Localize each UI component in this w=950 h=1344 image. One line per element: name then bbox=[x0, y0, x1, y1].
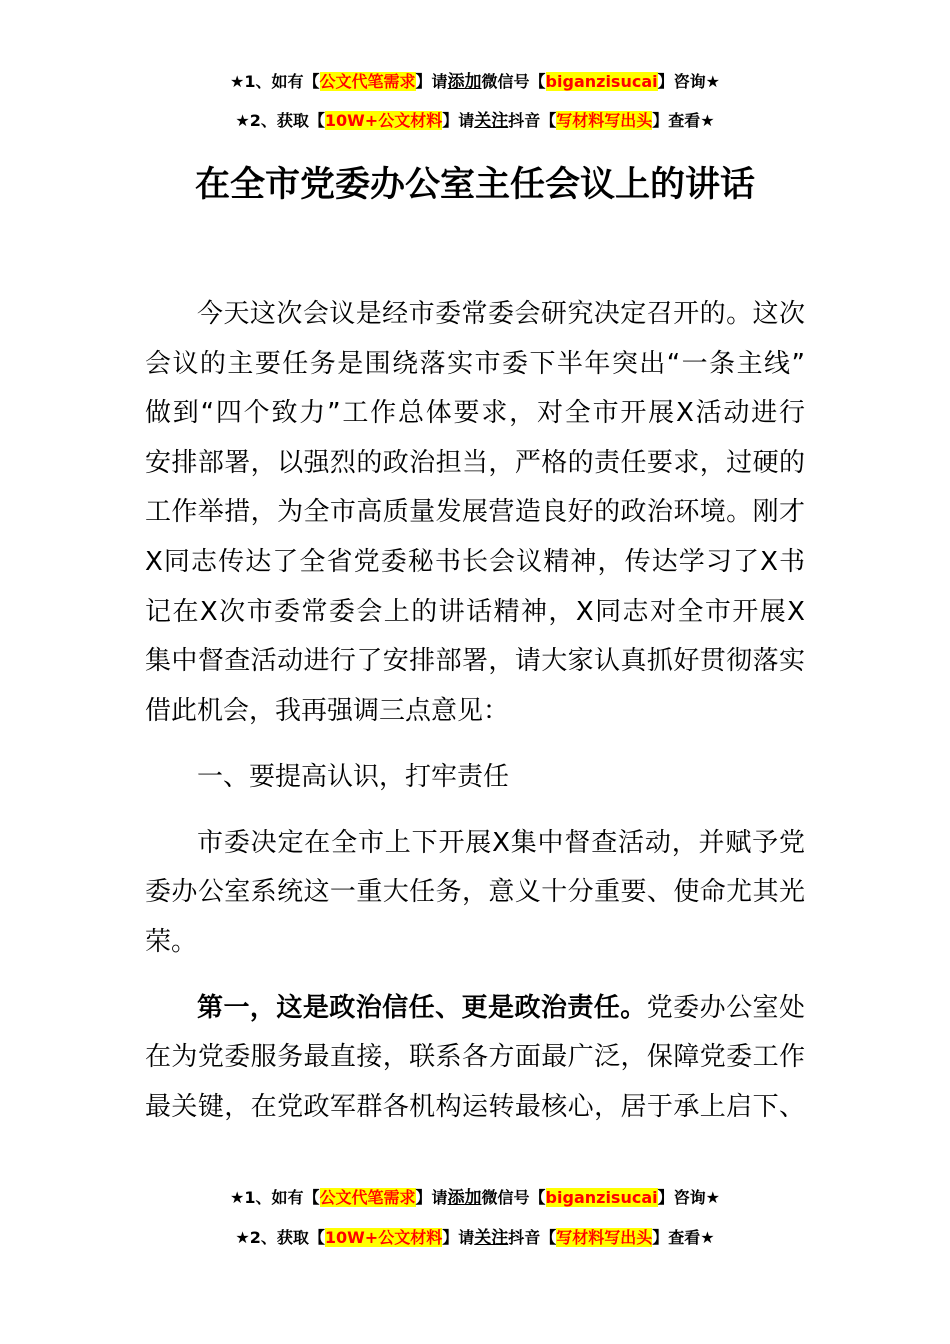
body-line: 安排部署，以强烈的政治担当，严格的责任要求，过硬的 bbox=[145, 447, 805, 478]
promo-prefix: ★2、获取【 bbox=[235, 1228, 325, 1247]
promo-text: 抖音【 bbox=[508, 1228, 557, 1247]
document-body bbox=[145, 290, 805, 1133]
body-line: 会议的主要任务是围绕落实市委下半年突出“一条主线” bbox=[145, 348, 805, 379]
header-promo-line-2 bbox=[0, 109, 950, 133]
point-line-rest: 党委办公室处 bbox=[646, 992, 805, 1023]
promo-text: 】请 bbox=[442, 111, 475, 130]
body-line: 做到“四个致力”工作总体要求，对全市开展X活动进行 bbox=[145, 398, 805, 429]
paragraph-first-point bbox=[145, 984, 805, 1133]
body-line: 今天这次会议是经市委常委会研究决定召开的。这次 bbox=[197, 299, 805, 329]
body-line: 集中督查活动进行了安排部署，请大家认真抓好贯彻落实 bbox=[145, 646, 805, 677]
promo-prefix: ★1、如有【 bbox=[230, 72, 320, 91]
paragraph-mission bbox=[145, 819, 805, 968]
promo-highlight-douyin: 写材料写出头 bbox=[556, 111, 653, 130]
footer-promo-line-1 bbox=[0, 1186, 950, 1210]
promo-text: 微信号【 bbox=[481, 1188, 546, 1207]
body-line: 在为党委服务最直接，联系各方面最广泛，保障党委工作 bbox=[145, 1042, 805, 1073]
section-heading-text: 一、要提高认识，打牢责任 bbox=[197, 761, 510, 792]
promo-highlight-materials: 10W+公文材料 bbox=[324, 1228, 443, 1247]
promo-emphasis: 添加 bbox=[447, 72, 482, 92]
promo-suffix: 】查看★ bbox=[652, 111, 715, 130]
promo-text: 】请 bbox=[415, 72, 448, 91]
promo-text: 微信号【 bbox=[481, 72, 546, 91]
promo-highlight-wechat-id: biganzisucai bbox=[545, 1188, 658, 1207]
point-lead-bold: 第一，这是政治信任、更是政治责任。 bbox=[197, 992, 647, 1023]
promo-text: 】请 bbox=[415, 1188, 448, 1207]
paragraph-intro bbox=[145, 290, 805, 736]
body-line: 荣。 bbox=[145, 926, 198, 957]
promo-highlight-wechat-id: biganzisucai bbox=[545, 72, 658, 91]
promo-suffix: 】咨询★ bbox=[657, 1188, 720, 1207]
body-line: 市委决定在全市上下开展X集中督查活动，并赋予党 bbox=[197, 827, 805, 858]
promo-suffix: 】咨询★ bbox=[657, 72, 720, 91]
promo-highlight-service: 公文代笔需求 bbox=[319, 72, 416, 91]
body-line: 委办公室系统这一重大任务，意义十分重要、使命尤其光 bbox=[145, 877, 805, 908]
promo-emphasis: 添加 bbox=[447, 1188, 482, 1208]
header-promo-line-1 bbox=[0, 70, 950, 94]
footer-promo-line-2 bbox=[0, 1226, 950, 1250]
document-title: 在全市党委办公室主任会议上的讲话 bbox=[194, 165, 755, 205]
body-line: 记在X次市委常委会上的讲话精神，X同志对全市开展X bbox=[145, 596, 805, 627]
promo-emphasis: 关注 bbox=[474, 1228, 509, 1248]
promo-highlight-materials: 10W+公文材料 bbox=[324, 111, 443, 130]
promo-highlight-douyin: 写材料写出头 bbox=[556, 1228, 653, 1247]
section-heading-1 bbox=[145, 753, 805, 803]
body-line: 最关键，在党政军群各机构运转最核心，居于承上启下、 bbox=[145, 1092, 805, 1123]
body-line: 工作举措，为全市高质量发展营造良好的政治环境。刚才 bbox=[145, 497, 805, 528]
body-line: X同志传达了全省党委秘书长会议精神，传达学习了X书 bbox=[145, 546, 805, 577]
promo-highlight-service: 公文代笔需求 bbox=[319, 1188, 416, 1207]
promo-emphasis: 关注 bbox=[474, 111, 509, 131]
body-line: 借此机会，我再强调三点意见： bbox=[145, 695, 510, 726]
promo-prefix: ★1、如有【 bbox=[230, 1188, 320, 1207]
promo-text: 】请 bbox=[442, 1228, 475, 1247]
promo-text: 抖音【 bbox=[508, 111, 557, 130]
promo-suffix: 】查看★ bbox=[652, 1228, 715, 1247]
body-line bbox=[145, 984, 805, 1034]
promo-prefix: ★2、获取【 bbox=[235, 111, 325, 130]
